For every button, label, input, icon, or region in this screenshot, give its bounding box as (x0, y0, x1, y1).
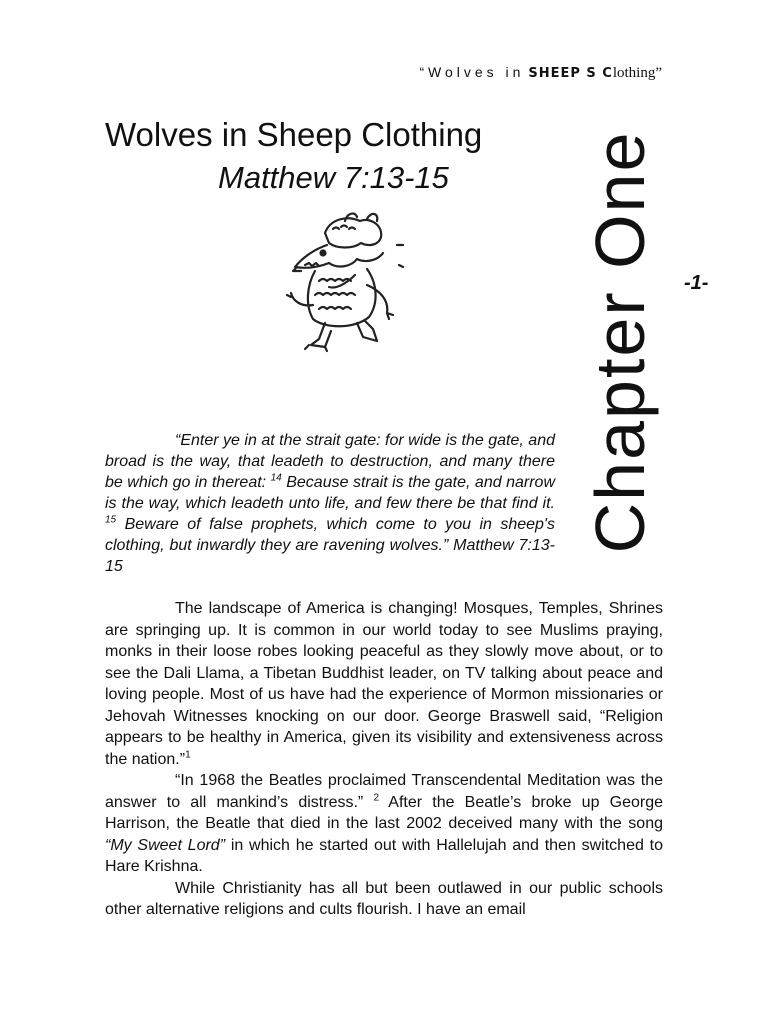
running-header-open-quote: “ (419, 64, 425, 80)
running-header (300, 64, 662, 82)
verse-number-14: 14 (270, 472, 282, 484)
running-header-part3: lothing” (612, 65, 662, 81)
chapter-label: Chapter One (581, 130, 659, 554)
page-number: -1- (684, 272, 709, 294)
paragraph-3 (105, 878, 663, 921)
body-text (105, 598, 663, 921)
footnote-ref-2: 2 (373, 792, 379, 804)
scripture-quote (105, 430, 555, 577)
paragraph-1 (105, 598, 663, 770)
song-title: “My Sweet Lord” (105, 836, 226, 854)
paragraph-1-text: The landscape of America is changing! Mosques, Temples, Shrines are springing up. It is common in our world today to see Muslims praying, monks in their loose robes looking peaceful as they slowly move about, or to see the Dali Llama, a Tibetan Buddhist leader, on TV talking about peace and loving people. Most of us have had the experience of Mormon missionaries or Jehovah Witnesses knocking on our door. George Braswell said, “Religion appears to be healthy in America, given its visibility and extensiveness across the nation.” (105, 600, 663, 768)
document-title: Wolves in Sheep Clothing (105, 116, 483, 153)
footnote-ref-1: 1 (185, 749, 191, 761)
paragraph-3-text: While Christianity has all but been outlawed in our public schools other alternative religions and cults flourish. I have an email (105, 879, 663, 918)
scripture-quote-part3: Beware of false prophets, which come to you in sheep's clothing, but inwardly they are ravening wolves.” Matthew 7:13-15 (105, 516, 555, 575)
paragraph-2-part-a: “In 1968 the Beatles proclaimed Transcendental Meditation was the answer to all mankind’s distress.” (105, 772, 663, 811)
scripture-quote-part2: Because strait is the gate, and narrow is the way, which leadeth unto life, and few there be that find it. (105, 474, 555, 512)
paragraph-2 (105, 770, 663, 878)
running-header-part1: Wolves in (428, 64, 525, 80)
wolf-in-sheep-clothing-illustration (285, 205, 415, 355)
verse-number-15: 15 (105, 514, 117, 526)
paragraph-2-part-b: After the Beatle’s broke up George Harrison, the Beatle that died in the last 2002 deceived many with the song (105, 793, 664, 832)
scripture-quote-part1: “Enter ye in at the strait gate: for wide is the gate, and broad is the way, that leadeth to destruction, and many there be which go in thereat: (105, 432, 555, 491)
paragraph-2-part-c: in which he started out with Hallelujah and then switched to Hare Krishna. (105, 836, 663, 875)
scripture-reference: Matthew 7:13-15 (218, 160, 449, 195)
running-header-part2: SHEEP S C (528, 66, 613, 81)
